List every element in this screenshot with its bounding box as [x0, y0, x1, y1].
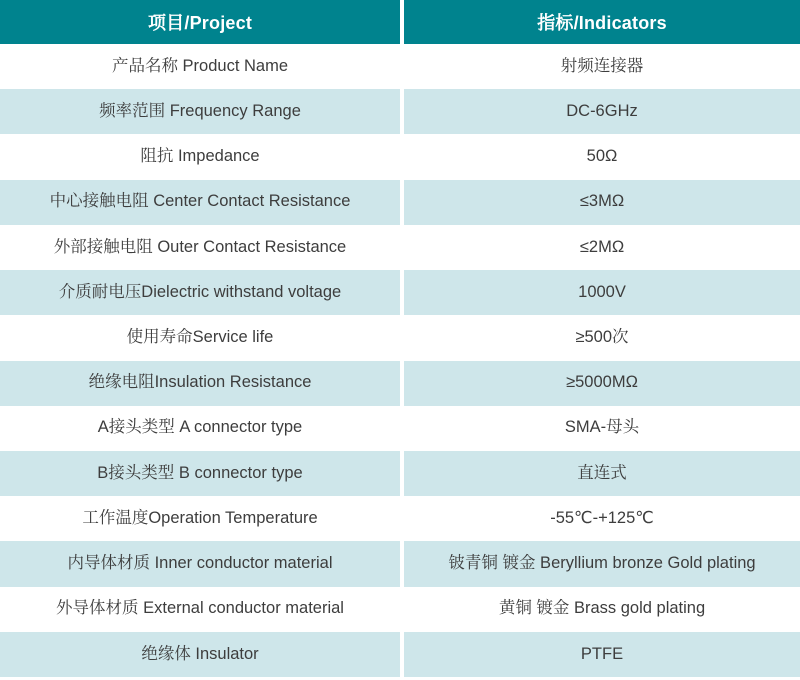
indicator-cell: ≤3MΩ: [400, 180, 800, 225]
project-cell: 使用寿命Service life: [126, 328, 274, 347]
project-cell: A接头类型 A connector type: [97, 418, 303, 437]
table-row: [0, 587, 800, 632]
project-cell: 绝缘体 Insulator: [141, 644, 259, 663]
table-row: [0, 406, 800, 451]
indicator-cell: -55℃-+125℃: [400, 496, 800, 541]
project-column-header: 项目/Project: [147, 13, 253, 33]
indicator-cell: DC-6GHz: [400, 89, 800, 134]
project-cell: 产品名称 Product Name: [111, 56, 289, 75]
indicator-cell: PTFE: [400, 632, 800, 677]
table-row: [0, 225, 800, 270]
indicator-cell: 黄铜 镀金 Brass gold plating: [400, 587, 800, 632]
project-cell: B接头类型 B connector type: [97, 463, 303, 482]
table-row: [0, 361, 800, 406]
project-cell: 内导体材质 Inner conductor material: [67, 554, 333, 573]
project-cell: 外部接触电阻 Outer Contact Resistance: [53, 237, 347, 256]
table-row: [0, 541, 800, 586]
table-row: [0, 496, 800, 541]
table-row: [0, 632, 800, 677]
indicator-cell: SMA-母头: [400, 406, 800, 451]
project-cell: 工作温度Operation Temperature: [82, 508, 318, 527]
project-cell: 阻抗 Impedance: [140, 147, 260, 166]
project-cell: 中心接触电阻 Center Contact Resistance: [49, 192, 351, 211]
table-row: [0, 134, 800, 179]
table-row: [0, 270, 800, 315]
project-cell: 频率范围 Frequency Range: [99, 101, 301, 120]
indicator-cell: 射频连接器: [400, 44, 800, 89]
indicator-cell: ≤2MΩ: [400, 225, 800, 270]
project-cell: 介质耐电压Dielectric withstand voltage: [58, 282, 342, 301]
table-row: [0, 44, 800, 89]
project-cell: 绝缘电阻Insulation Resistance: [88, 373, 312, 392]
project-cell: 外导体材质 External conductor material: [56, 599, 344, 618]
indicator-cell: 50Ω: [400, 134, 800, 179]
table-row: [0, 180, 800, 225]
indicator-cell: ≥5000MΩ: [400, 361, 800, 406]
indicator-cell: ≥500次: [400, 315, 800, 360]
indicator-cell: 1000V: [400, 270, 800, 315]
indicator-column-header: 指标/Indicators: [400, 0, 800, 44]
table-row: [0, 451, 800, 496]
indicator-cell: 铍青铜 镀金 Beryllium bronze Gold plating: [400, 541, 800, 586]
table-row: [0, 89, 800, 134]
table-row: [0, 315, 800, 360]
indicator-cell: 直连式: [400, 451, 800, 496]
table-header-row: [0, 0, 800, 44]
